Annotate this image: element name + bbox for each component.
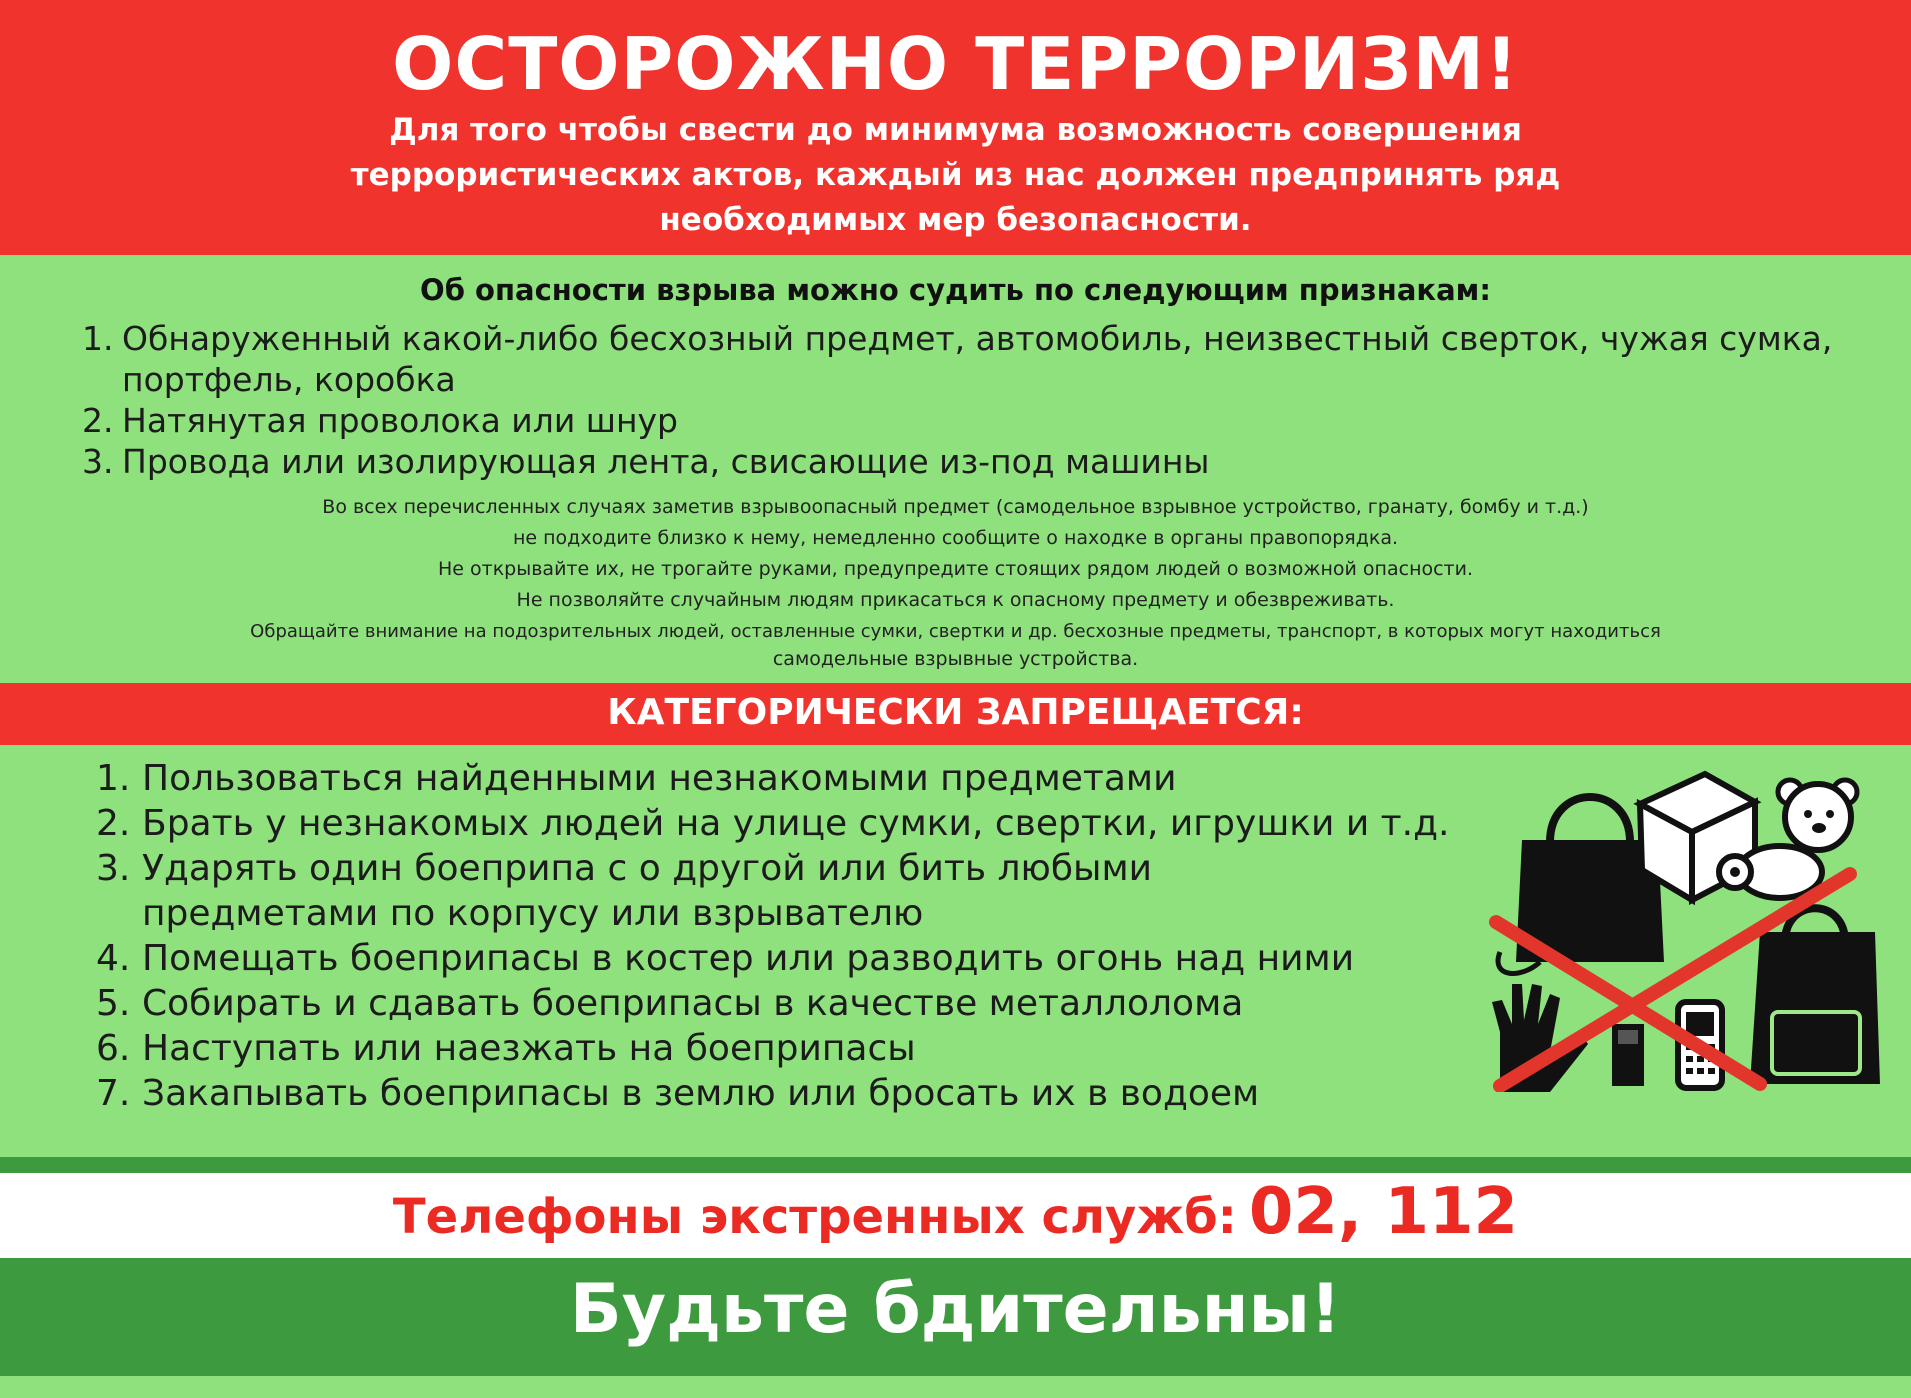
list-item-text [122,318,1832,400]
list-item-number: 6. [96,1028,131,1069]
list-item-number: 5. [96,983,131,1024]
list-item-number: 1. [82,319,114,358]
divider [0,1157,1911,1173]
list-item-text: Наступать или наезжать на боеприпасы [142,1028,916,1069]
emergency-phones [0,1175,1911,1249]
phone-label: Телефоны экстренных служб: [392,1189,1237,1245]
note-line: Не открывайте их, не трогайте руками, предупредите стоящих рядом людей о возможной опасности. [437,558,1474,580]
note-line: Не позволяйте случайным людям прикасаться к опасному предмету и обезвреживать. [516,589,1395,611]
list-item-text: Закапывать боеприпасы в землю или бросать их в водоем [142,1073,1260,1114]
list-item [96,1026,1516,1071]
intro-line: необходимых мер безопасности. [659,202,1252,238]
list-item [96,756,1516,801]
phone-numbers: 02, 112 [1248,1175,1519,1249]
signs-heading: Об опасности взрыва можно судить по следующим признакам: [420,273,1491,307]
forbidden-items-illustration [1480,762,1880,1092]
intro-line: Для того чтобы свести до минимума возможность совершения [389,112,1522,148]
list-item-text [142,846,1152,936]
list-item [82,441,1892,482]
list-item-number: 4. [96,938,131,979]
list-item-number: 3. [82,442,114,481]
list-item-line: предметами по корпусу или взрывателю [142,893,924,934]
note-line: Во всех перечисленных случаях заметив взрывоопасный предмет (самодельное взрывное устройство, гранату, бомбу и т.д.) [322,496,1589,518]
list-item-text: Помещать боеприпасы в костер или разводить огонь над ними [142,938,1355,979]
list-item [96,1071,1516,1116]
list-item-text: Пользоваться найденными незнакомыми предметами [142,758,1177,799]
cigarette-pack-icon [1612,1024,1644,1086]
page-title: ОСТОРОЖНО ТЕРРОРИЗМ! [392,22,1519,106]
vigilant-slogan: Будьте бдительны! [569,1270,1342,1349]
header-banner [0,0,1911,255]
signs-list [82,318,1892,482]
list-item-number: 1. [96,758,131,799]
list-item [82,318,1892,400]
list-item-number: 2. [82,401,114,440]
list-item [82,400,1892,441]
safety-notes [0,492,1911,671]
forbidden-list [96,756,1516,1116]
list-item [96,846,1516,936]
list-item-line: портфель, коробка [122,360,456,399]
list-item-text: Провода или изолирующая лента, свисающие из-под машины [122,442,1210,481]
list-item-text: Собирать и сдавать боеприпасы в качестве металлолома [142,983,1244,1024]
note-line: Обращайте внимание на подозрительных людей, оставленные сумки, свертки и др. бесхозные предметы, транспорт, в которых могут находиться [250,621,1661,642]
list-item-text: Натянутая проволока или шнур [122,401,679,440]
intro-text [300,108,1611,243]
note-line: не подходите близко к нему, немедленно сообщите о находке в органы правопорядка. [512,527,1399,549]
intro-line: террористических актов, каждый из нас должен предпринять ряд [350,157,1561,193]
list-item [96,981,1516,1026]
list-item [96,801,1516,846]
list-item-line: Ударять один боеприпа с о другой или бить любыми [142,848,1153,889]
list-item [96,936,1516,981]
list-item-text: Брать у незнакомых людей на улице сумки, свертки, игрушки и т.д. [142,803,1450,844]
forbidden-heading: КАТЕГОРИЧЕСКИ ЗАПРЕЩАЕТСЯ: [607,692,1304,733]
list-item-line: Обнаруженный какой-либо бесхозный предмет, автомобиль, неизвестный сверток, чужая сумка, [122,319,1833,358]
list-item-number: 3. [96,848,131,889]
list-item-number: 7. [96,1073,131,1114]
list-item-number: 2. [96,803,131,844]
bottom-strip [0,1376,1911,1398]
backpack-icon [1750,908,1880,1084]
note-line: самодельные взрывные устройства. [772,648,1139,670]
